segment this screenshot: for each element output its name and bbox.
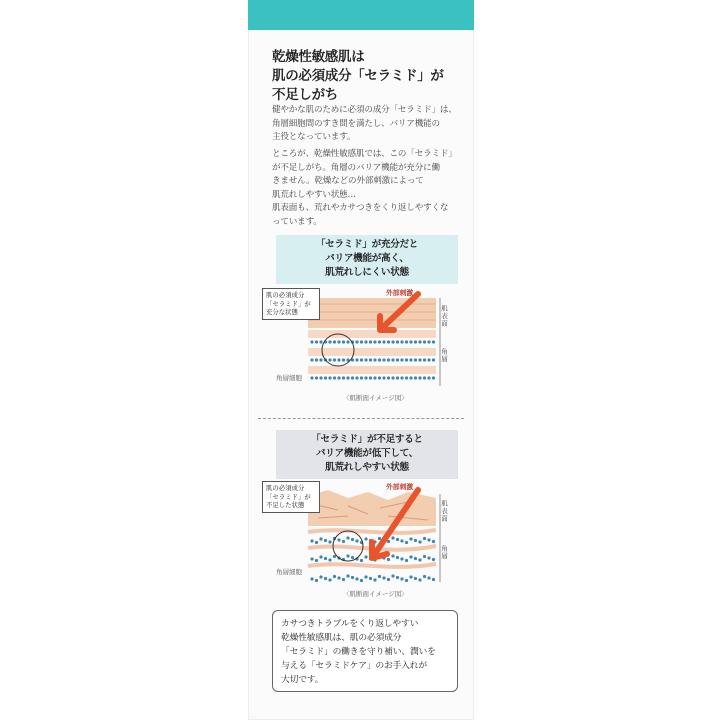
summary-line: 「セラミド」の働きを守り補い、潤いを (281, 647, 436, 657)
ceramide-dot (414, 358, 417, 361)
ceramide-dot (409, 537, 412, 540)
ceramide-dot (319, 340, 322, 343)
ceramide-dot (355, 340, 358, 343)
ceramide-dot (396, 340, 399, 343)
ceramide-dot (364, 358, 367, 361)
ceramide-dot (382, 358, 385, 361)
ceramide-dot (391, 574, 394, 577)
callout-line: 肌の必須成分 (266, 291, 305, 299)
heading-line-3: 不足しがち (272, 87, 338, 103)
callout-line: 不足した状態 (266, 501, 305, 509)
insufficient-ceramide-heading (276, 430, 458, 479)
ceramide-dot (423, 555, 426, 558)
ceramide-dot (423, 537, 426, 540)
ceramide-dot (355, 376, 358, 379)
ceramide-dot (400, 539, 403, 542)
ceramide-dot (364, 340, 367, 343)
ceramide-dot (427, 358, 430, 361)
ceramide-dot (396, 376, 399, 379)
callout-line: 「セラミド」が (266, 299, 311, 308)
ceramide-dot (432, 578, 435, 581)
ceramide-dot (405, 579, 408, 582)
ceramide-dot (315, 559, 318, 562)
ceramide-dot (432, 358, 435, 361)
body-line: きません。乾燥などの外部刺激によって (272, 176, 424, 186)
ceramide-dot (337, 358, 340, 361)
ceramide-dot (333, 575, 336, 578)
ceramide-dot (351, 376, 354, 379)
ceramide-dot (378, 340, 381, 343)
ceramide-dot (400, 340, 403, 343)
ceramide-dot (414, 557, 417, 560)
callout-line: 「セラミド」が (266, 492, 311, 501)
ceramide-dot (382, 576, 385, 579)
ceramide-dot (310, 539, 313, 542)
section-divider (258, 418, 464, 419)
ceramide-dot (427, 538, 430, 541)
ceramide-dot (373, 376, 376, 379)
ceramide-dot (328, 540, 331, 543)
ceramide-dot (346, 376, 349, 379)
ceramide-dot (324, 539, 327, 542)
skin-surface-label: 肌表面 (440, 305, 448, 328)
ceramide-dot (427, 576, 430, 579)
ceramide-dot (427, 340, 430, 343)
ceramide-dot (427, 376, 430, 379)
ceramide-dot (396, 358, 399, 361)
ceramide-dot (382, 340, 385, 343)
ceramide-dot (405, 376, 408, 379)
ceramide-dot (355, 358, 358, 361)
ceramide-dot (414, 539, 417, 542)
ceramide-dot (310, 577, 313, 580)
bad-head-line: バリア機能が低下して、 (315, 448, 419, 459)
ceramide-dot (319, 376, 322, 379)
ceramide-dot (319, 358, 322, 361)
callout-line: 肌の必須成分 (266, 484, 305, 492)
ceramide-dot (342, 578, 345, 581)
good-head-line: 「セラミド」が充分だと (315, 239, 419, 250)
external-stimulus-label: 外部刺激 (386, 289, 414, 297)
ceramide-dot (360, 579, 363, 582)
ceramide-dot (360, 340, 363, 343)
ceramide-dot (400, 358, 403, 361)
ceramide-dot (346, 536, 349, 539)
ceramide-dot (396, 538, 399, 541)
ceramide-dot (373, 340, 376, 343)
ceramide-dot (400, 577, 403, 580)
ceramide-dot (319, 555, 322, 558)
ceramide-dot (328, 358, 331, 361)
ceramide-dot (409, 376, 412, 379)
ceramide-dot (427, 556, 430, 559)
sufficient-ceramide-heading (276, 235, 458, 284)
ceramide-dot (342, 340, 345, 343)
ceramide-dot (328, 340, 331, 343)
ceramide-dot (310, 340, 313, 343)
ceramide-dot (364, 555, 367, 558)
body-paragraph (272, 148, 462, 229)
ceramide-dot (351, 538, 354, 541)
ceramide-dot (333, 376, 336, 379)
ceramide-dot (391, 358, 394, 361)
ceramide-dot (337, 376, 340, 379)
ceramide-dot (337, 576, 340, 579)
body-line: っています。 (272, 216, 322, 227)
ceramide-dot (405, 559, 408, 562)
ceramide-dot (342, 358, 345, 361)
summary-line: カサつきトラブルをくり返しやすい (281, 619, 419, 629)
ceramide-dot (418, 540, 421, 543)
ceramide-dot (315, 340, 318, 343)
ceramide-dot (355, 577, 358, 580)
heading-line-2: 肌の必須成分「セラミド」が (272, 68, 444, 84)
ceramide-dot (409, 575, 412, 578)
ceramide-dot (418, 578, 421, 581)
ceramide-dot (400, 557, 403, 560)
summary-line: 乾燥性敏感肌は、肌の必須成分 (281, 633, 402, 643)
ceramide-dot (315, 579, 318, 582)
ceramide-dot (432, 340, 435, 343)
heading-line-1: 乾燥性敏感肌は (272, 49, 365, 65)
ceramide-dot (337, 340, 340, 343)
page-heading (272, 48, 462, 105)
ceramide-dot (391, 340, 394, 343)
ceramide-dot (418, 376, 421, 379)
intro-line: 角層細胞間のすき間を満たし、バリア機能の (272, 118, 440, 129)
ceramide-dot (369, 376, 372, 379)
ceramide-dot (382, 376, 385, 379)
good-head-line: バリア機能が高く、 (325, 253, 409, 264)
external-stimulus-label: 外部刺激 (386, 483, 414, 491)
intro-line: 主役となっています。 (272, 132, 356, 142)
summary-line: 与える「セラミドケア」のお手入れが (281, 661, 427, 671)
callout-line: 充分な状態 (266, 308, 298, 316)
ceramide-dot (378, 537, 381, 540)
ceramide-dot (387, 578, 390, 581)
ceramide-dot (432, 540, 435, 543)
ceramide-dot (364, 537, 367, 540)
ceramide-dot (346, 554, 349, 557)
skin-surface-layer (308, 298, 436, 328)
ceramide-dot (405, 340, 408, 343)
ceramide-dot (423, 575, 426, 578)
ceramide-dot (364, 376, 367, 379)
ceramide-dot (405, 541, 408, 544)
skin-surface-label: 肌表面 (440, 500, 448, 523)
cell-label: 角層細胞 (276, 568, 302, 576)
ceramide-dot (310, 557, 313, 560)
ceramide-dot (423, 376, 426, 379)
ceramide-dot (346, 340, 349, 343)
ceramide-dot (351, 576, 354, 579)
summary-line: 大切です。 (281, 675, 324, 685)
ceramide-dot (423, 358, 426, 361)
ceramide-dot (378, 358, 381, 361)
body-line: ところが、乾燥性敏感肌では、この「セラミド」 (272, 149, 457, 159)
ceramide-dot (315, 358, 318, 361)
cell-label: 角層細胞 (276, 374, 302, 382)
diagram-caption: 〈肌断面イメージ図〉 (343, 394, 408, 402)
ceramide-dot (333, 340, 336, 343)
ceramide-dot (409, 555, 412, 558)
ceramide-dot (414, 376, 417, 379)
ceramide-dot (369, 358, 372, 361)
ceramide-dot (342, 376, 345, 379)
bad-head-line: 「セラミド」が不足すると (311, 434, 423, 445)
bad-head-line: 肌荒れしやすい状態 (325, 462, 409, 473)
ceramide-dot (319, 537, 322, 540)
ceramide-dot (328, 376, 331, 379)
stratum-label: 角層 (440, 545, 448, 560)
ceramide-dot (432, 558, 435, 561)
ceramide-dot (364, 575, 367, 578)
ceramide-dot (387, 340, 390, 343)
intro-line: 健やかな肌のために必須の成分「セラミド」は、 (272, 105, 457, 115)
ceramide-callout-good (262, 288, 320, 320)
ceramide-dot (310, 358, 313, 361)
diagram-caption: 〈肌断面イメージ図〉 (343, 590, 408, 598)
ceramide-dot (360, 376, 363, 379)
ceramide-dot (373, 358, 376, 361)
ceramide-dot (409, 340, 412, 343)
body-line: 肌荒れしやすい状態… (272, 189, 356, 200)
ceramide-dot (315, 376, 318, 379)
ceramide-dot (405, 358, 408, 361)
ceramide-dot (324, 557, 327, 560)
accent-band (248, 0, 474, 30)
ceramide-dot (418, 558, 421, 561)
ceramide-dot (328, 578, 331, 581)
intro-paragraph (272, 104, 462, 145)
ceramide-dot (396, 576, 399, 579)
ceramide-dot (310, 376, 313, 379)
ceramide-dot (373, 578, 376, 581)
ceramide-dot (360, 358, 363, 361)
ceramide-dot (387, 558, 390, 561)
ceramide-dot (319, 575, 322, 578)
good-head-line: 肌荒れしにくい状態 (325, 267, 409, 278)
ceramide-dot (387, 376, 390, 379)
ceramide-dot (333, 555, 336, 558)
ceramide-dot (409, 358, 412, 361)
ceramide-dot (400, 376, 403, 379)
ceramide-dot (391, 536, 394, 539)
ceramide-dot (351, 556, 354, 559)
ceramide-dot (346, 574, 349, 577)
ceramide-dot (369, 577, 372, 580)
ceramide-dot (378, 575, 381, 578)
ceramide-dot (315, 541, 318, 544)
ceramide-dot (387, 358, 390, 361)
ceramide-dot (418, 340, 421, 343)
ceramide-dot (391, 554, 394, 557)
ceramide-dot (432, 376, 435, 379)
ceramide-dot (369, 340, 372, 343)
ceramide-callout-bad (262, 481, 320, 513)
ceramide-dot (378, 376, 381, 379)
ceramide-dot (360, 559, 363, 562)
ceramide-dot (396, 556, 399, 559)
ceramide-dot (333, 358, 336, 361)
summary-box (272, 610, 458, 692)
stratum-bands (308, 330, 436, 374)
ceramide-dot (414, 577, 417, 580)
body-line: 肌表面も、荒れやカサつきをくり返しやすくな (272, 203, 449, 213)
ceramide-dot (324, 577, 327, 580)
ceramide-dot (355, 539, 358, 542)
ceramide-dot (342, 540, 345, 543)
ceramide-dot (418, 358, 421, 361)
ceramide-dot (324, 376, 327, 379)
ceramide-dot (337, 538, 340, 541)
ceramide-dot (328, 558, 331, 561)
ceramide-dot (414, 340, 417, 343)
ceramide-dot (423, 340, 426, 343)
ceramide-dot (391, 376, 394, 379)
body-line: が不足しがち。角層のバリア機能が充分に働 (272, 162, 440, 173)
stratum-label: 角層 (440, 348, 448, 363)
